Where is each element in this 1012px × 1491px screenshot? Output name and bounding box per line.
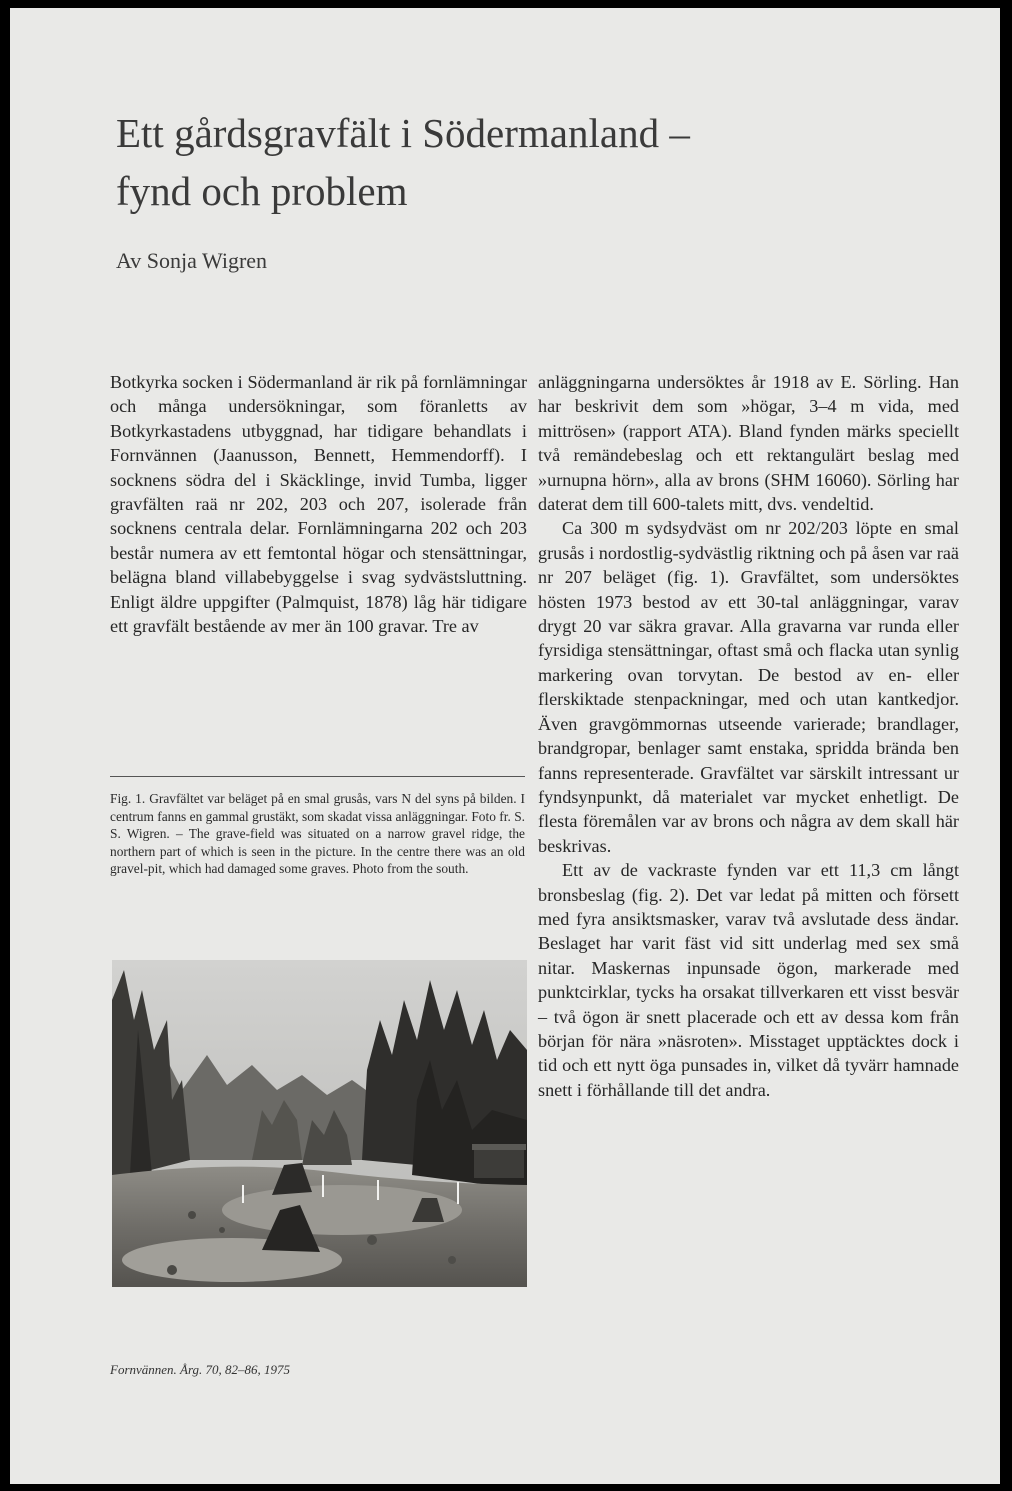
- caption-divider: [110, 776, 525, 777]
- body-paragraph: Ca 300 m sydsydväst om nr 202/203 löpte en smal grusås i nordostlig-sydvästlig riktning och på åsen var raä nr 207 beläget (fig. 1). Gravfältet, som undersöktes hösten 1973 bestod av ett 30-tal anläggningar, varav drygt 20 var säkra gravar. Alla gravarna var runda eller fyrsidiga stensättningar, oftast små och flacka utan synlig markering ovan torvytan. De bestod av en- eller flerskiktade stenpackningar, med och utan kantkedjor. Även gravgömmornas utseende varierade; brandlager, brandgropar, benlager samt enstaka, spridda brända ben fanns representerade. Gravfältet var särskilt intressant ur fyndsynpunkt, då materialet var mycket enhetligt. De flesta föremålen var av brons och några av dem skall här beskrivas.: [538, 518, 959, 856]
- body-paragraph: Ett av de vackraste fynden var ett 11,3 cm långt bronsbeslag (fig. 2). Det var ledat på mitten och försett med fyra ansiktsmasker, varav två avslutade dess ändar. Beslaget har varit fäst vid sitt underlag med sex små nitar. Maskernas inpunsade ögon, markerade med punktcirklar, tycks ha orsakat tillverkaren ett visst besvär – två ögon är snett placerade och ett av dessa kom från början för nära »näsroten». Misstaget upptäcktes dock i tid och ett nytt öga punsades in, vilket då tyvärr hamnade snett i förhållande till det andra.: [538, 860, 959, 1100]
- figure-caption: Fig. 1. Gravfältet var beläget på en smal grusås, vars N del syns på bilden. I centrum fanns en gammal grustäkt, som skadat vissa anläggningar. Foto fr. S. S. Wigren. – The grave-field was situated on a narrow gravel ridge, the northern part of which is seen in the picture. In the centre there was an old gravel-pit, which had damaged some graves. Photo from the south.: [110, 791, 525, 877]
- journal-citation: Fornvännen. Årg. 70, 82–86, 1975: [110, 1362, 291, 1377]
- title-line-1: Ett gårdsgravfält i Södermanland –: [116, 110, 690, 156]
- author-byline: Av Sonja Wigren: [116, 248, 268, 273]
- left-column: [110, 370, 527, 638]
- title-line-2: fynd och problem: [116, 168, 408, 214]
- grave-field-photo: [112, 960, 527, 1287]
- body-paragraph: anläggningarna undersöktes år 1918 av E. Sörling. Han har beskrivit dem som »högar, 3–4 m vida, med mittrösen» (rapport ATA). Bland fynden märks speciellt två remändebeslag och ett rektangulärt beslag med »urnupna hörn», alla av brons (SHM 16060). Sörling har daterat dem till 600-talets mitt, dvs. vendeltid.: [538, 372, 959, 515]
- article-title: [116, 104, 896, 220]
- journal-page: [10, 8, 1000, 1484]
- body-paragraph: Botkyrka socken i Södermanland är rik på fornlämningar och många undersökningar, som föranletts av Botkyrkastadens utbyggnad, har tidigare behandlats i Fornvännen (Jaanusson, Bennett, Hemmendorff). I socknens södra del i Skäcklinge, invid Tumba, ligger gravfälten raä nr 202, 203 och 207, isolerade från socknens centrala delar. Fornlämningarna 202 och 203 består numera av ett femtontal högar och stensättningar, belägna bland villabebyggelse i svag sydvästsluttning. Enligt äldre uppgifter (Palmquist, 1878) låg här tidigare ett gravfält bestående av mer än 100 gravar. Tre av: [110, 372, 527, 637]
- right-column: [538, 370, 959, 1102]
